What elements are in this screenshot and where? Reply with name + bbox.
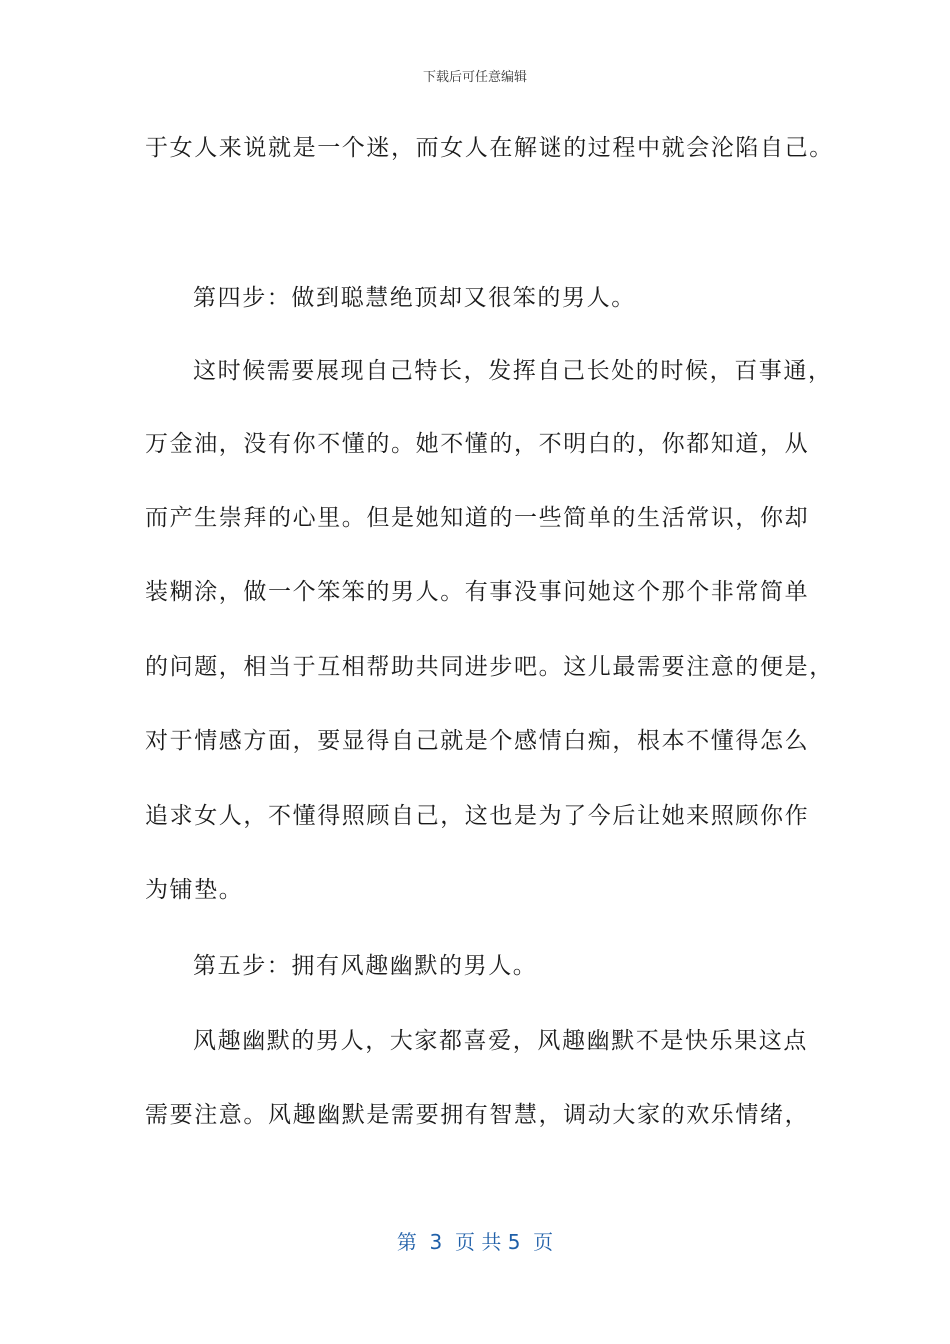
text-line: 这时候需要展现自己特长，发挥自己长处的时候，百事通，: [193, 358, 833, 384]
header-note: 下载后可任意编辑: [422, 70, 527, 85]
text-line: 于女人来说就是一个迷，而女人在解谜的过程中就会沦陷自己。: [145, 135, 834, 161]
text-line: 而产生崇拜的心里。但是她知道的一些简单的生活常识，你却: [145, 505, 810, 531]
section-heading: 第五步：拥有风趣幽默的男人。: [193, 953, 538, 979]
text-line: 对于情感方面，要显得自己就是个感情白痴，根本不懂得怎么: [145, 728, 810, 754]
text-line: 为铺垫。: [145, 877, 244, 903]
text-line: 装糊涂，做一个笨笨的男人。有事没事问她这个那个非常简单: [145, 579, 810, 605]
text-line: 万金油，没有你不懂的。她不懂的，不明白的，你都知道，从: [145, 431, 810, 457]
text-line: 的问题，相当于互相帮助共同进步吧。这儿最需要注意的便是，: [145, 654, 834, 680]
page-number-footer: 第 3 页 共 5 页: [396, 1230, 554, 1254]
text-line: 追求女人，不懂得照顾自己，这也是为了今后让她来照顾你作: [145, 803, 810, 829]
section-heading: 第四步：做到聪慧绝顶却又很笨的男人。: [193, 285, 636, 311]
text-line: 需要注意。风趣幽默是需要拥有智慧，调动大家的欢乐情绪，: [145, 1102, 810, 1128]
text-line: 风趣幽默的男人，大家都喜爱，风趣幽默不是快乐果这点: [193, 1028, 808, 1054]
